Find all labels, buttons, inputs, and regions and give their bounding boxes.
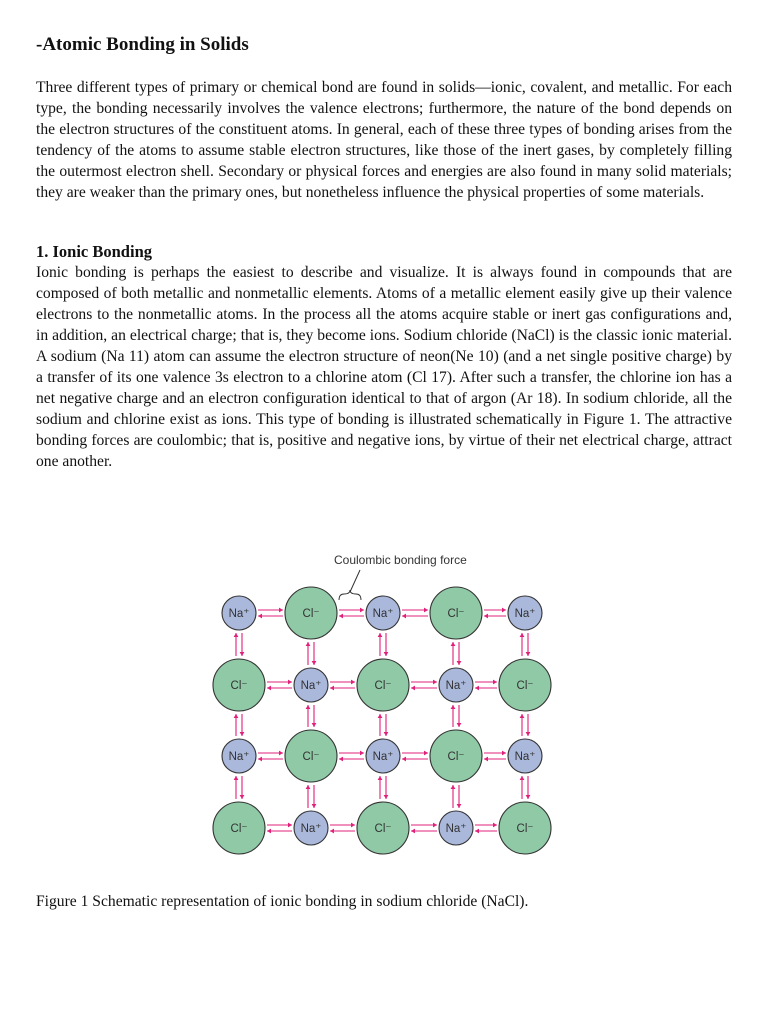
callout-pointer (350, 570, 360, 592)
chlorine-ion (285, 587, 337, 639)
coulombic-force-arrows (484, 608, 506, 619)
sodium-ion (366, 739, 400, 773)
figure-caption: Figure 1 Schematic representation of ionic bonding in sodium chloride (NaCl). (36, 893, 529, 910)
coulombic-force-arrows (234, 633, 245, 656)
chlorine-ion (357, 802, 409, 854)
sodium-ion (294, 668, 328, 702)
coulombic-force-arrows (451, 705, 462, 727)
chlorine-ion (430, 587, 482, 639)
coulombic-force-arrows (378, 633, 389, 656)
sodium-ion-label: Na⁺ (228, 751, 250, 763)
chlorine-ion-label: Cl⁻ (302, 608, 320, 620)
chlorine-ion (357, 659, 409, 711)
sodium-ion (222, 739, 256, 773)
chlorine-ion-label: Cl⁻ (230, 680, 248, 692)
coulombic-force-arrows (520, 714, 531, 736)
coulombic-force-arrows (267, 823, 292, 834)
coulombic-force-arrows (306, 785, 317, 808)
section-heading-ionic-bonding: 1. Ionic Bonding (36, 242, 152, 261)
coulombic-force-arrows (520, 633, 531, 656)
coulombic-force-arrows (520, 776, 531, 799)
sodium-ion-label: Na⁺ (445, 680, 467, 692)
sodium-ion-label: Na⁺ (372, 751, 394, 763)
chlorine-ion-label: Cl⁻ (447, 608, 465, 620)
coulombic-force-arrows (339, 751, 364, 762)
coulombic-force-arrows (451, 785, 462, 808)
coulombic-force-arrows (475, 823, 497, 834)
sodium-ion (508, 739, 542, 773)
coulombic-force-arrows (330, 680, 355, 691)
coulombic-force-arrows (475, 680, 497, 691)
sodium-ion (294, 811, 328, 845)
coulombic-force-arrows (411, 823, 437, 834)
sodium-ion-label: Na⁺ (228, 608, 250, 620)
page-title: -Atomic Bonding in Solids (36, 34, 249, 55)
sodium-ion-label: Na⁺ (514, 608, 536, 620)
coulombic-force-arrows (339, 608, 364, 619)
chlorine-ion-label: Cl⁻ (516, 823, 534, 835)
chlorine-ion (213, 802, 265, 854)
chlorine-ion (499, 659, 551, 711)
coulombic-force-arrows (306, 642, 317, 665)
chlorine-ion-label: Cl⁻ (516, 680, 534, 692)
sodium-ion (439, 668, 473, 702)
chlorine-ion-label: Cl⁻ (447, 751, 465, 763)
chlorine-ion (213, 659, 265, 711)
coulombic-force-arrows (267, 680, 292, 691)
coulombic-force-arrows (378, 776, 389, 799)
coulombic-force-arrows (258, 751, 283, 762)
coulombic-force-arrows (306, 705, 317, 727)
nacl-bonding-figure (200, 545, 570, 855)
coulombic-force-arrows (234, 714, 245, 736)
sodium-ion-label: Na⁺ (300, 680, 322, 692)
sodium-ion-label: Na⁺ (445, 823, 467, 835)
sodium-ion (366, 596, 400, 630)
coulombic-force-arrows (402, 608, 428, 619)
sodium-ion (508, 596, 542, 630)
chlorine-ion-label: Cl⁻ (374, 823, 392, 835)
sodium-ion (222, 596, 256, 630)
chlorine-ion (430, 730, 482, 782)
callout-brace (339, 590, 361, 600)
sodium-ion (439, 811, 473, 845)
chlorine-ion-label: Cl⁻ (230, 823, 248, 835)
coulombic-force-arrows (411, 680, 437, 691)
sodium-ion-label: Na⁺ (372, 608, 394, 620)
chlorine-ion (499, 802, 551, 854)
coulombic-force-arrows (484, 751, 506, 762)
coulombic-force-arrows (402, 751, 428, 762)
coulombic-force-arrows (258, 608, 283, 619)
ionic-bonding-paragraph: Ionic bonding is perhaps the easiest to describe and visualize. It is always found in compounds that are composed of both metallic and nonmetallic elements. Atoms of a metallic element easily give up their valence electrons to the nonmetallic atoms. In the process all the atoms acquire stable or inert gas configurations and, in addition, an electrical charge; that is, they become ions. Sodium chloride (NaCl) is the classic ionic material. A sodium (Na 11) atom can assume the electron structure of neon(Ne 10) (and a net single positive charge) by a transfer of its one valence 3s electron to a chlorine atom (Cl 17). After such a transfer, the chlorine ion has a net negative charge and an electron configuration identical to that of argon (Ar 18). In sodium chloride, all the sodium and chlorine exist as ions. This type of bonding is illustrated schematically in Figure 1. The attractive bonding forces are coulombic; that is, positive and negative ions, by virtue of their net electrical charge, attract one another. (36, 264, 732, 470)
chlorine-ion-label: Cl⁻ (302, 751, 320, 763)
sodium-ion-label: Na⁺ (300, 823, 322, 835)
coulombic-force-arrows (378, 714, 389, 736)
chlorine-ion (285, 730, 337, 782)
coulombic-force-arrows (234, 776, 245, 799)
sodium-ion-label: Na⁺ (514, 751, 536, 763)
coulombic-force-arrows (451, 642, 462, 665)
intro-paragraph: Three different types of primary or chemical bond are found in solids—ionic, covalent, and metallic. For each type, the bonding necessarily involves the valence electrons; furthermore, the nature of the bond depends on the electron structures of the constituent atoms. In general, each of these three types of bonding arises from the tendency of the atoms to assume stable electron structures, like those of the inert gases, by completely filling the outermost electron shell. Secondary or physical forces and energies are also found in many solid materials; they are weaker than the primary ones, but nonetheless influence the physical properties of some materials. (36, 79, 732, 201)
coulombic-force-arrows (330, 823, 355, 834)
chlorine-ion-label: Cl⁻ (374, 680, 392, 692)
coulombic-force-label: Coulombic bonding force (334, 553, 467, 567)
